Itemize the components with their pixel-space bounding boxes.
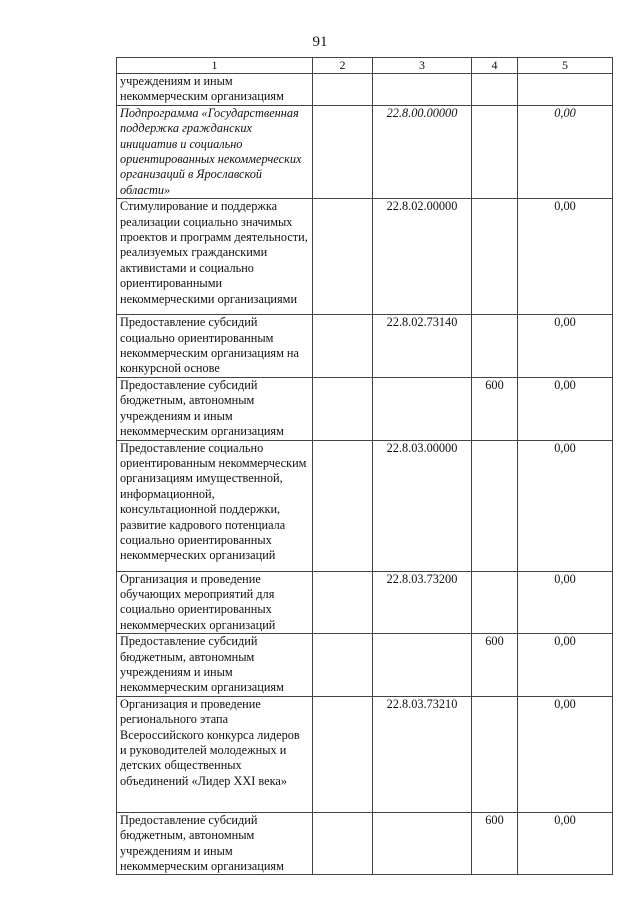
row-code-cell: 22.8.02.00000 bbox=[373, 199, 472, 315]
row-code-cell bbox=[373, 634, 472, 697]
row-sum-cell bbox=[518, 74, 613, 106]
row-sum-cell: 0,00 bbox=[518, 812, 613, 875]
row-sum-cell: 0,00 bbox=[518, 696, 613, 812]
row-sum-cell: 0,00 bbox=[518, 315, 613, 378]
row-code-cell: 22.8.00.00000 bbox=[373, 105, 472, 198]
table-row bbox=[117, 812, 613, 875]
table-row bbox=[117, 696, 613, 812]
header-col-2: 2 bbox=[313, 58, 373, 74]
budget-table bbox=[116, 57, 613, 875]
row-name-cell: Предоставление субсидий бюджетным, автономным учреждениям и иным некоммерческим организациям bbox=[117, 377, 313, 440]
header-col-3: 3 bbox=[373, 58, 472, 74]
row-type-cell bbox=[472, 315, 518, 378]
row-sum-cell: 0,00 bbox=[518, 571, 613, 634]
row-col2-cell bbox=[313, 634, 373, 697]
row-name-cell: учреждениям и иным некоммерческим организациям bbox=[117, 74, 313, 106]
row-name-cell: Подпрограмма «Государственная поддержка гражданских инициатив и социально ориентированных некоммерческих организаций в Ярославской области» bbox=[117, 105, 313, 198]
row-code-cell bbox=[373, 74, 472, 106]
header-col-5: 5 bbox=[518, 58, 613, 74]
table-body bbox=[117, 74, 613, 875]
row-sum-cell: 0,00 bbox=[518, 377, 613, 440]
row-code-cell bbox=[373, 377, 472, 440]
row-col2-cell bbox=[313, 571, 373, 634]
header-col-1: 1 bbox=[117, 58, 313, 74]
row-name-cell: Предоставление субсидий бюджетным, автономным учреждениям и иным некоммерческим организациям bbox=[117, 812, 313, 875]
row-col2-cell bbox=[313, 199, 373, 315]
header-col-4: 4 bbox=[472, 58, 518, 74]
row-type-cell: 600 bbox=[472, 812, 518, 875]
table-row bbox=[117, 74, 613, 106]
row-name-cell: Организация и проведение обучающих мероприятий для социально ориентированных некоммерческих организаций bbox=[117, 571, 313, 634]
row-col2-cell bbox=[313, 315, 373, 378]
table-row bbox=[117, 634, 613, 697]
row-sum-cell: 0,00 bbox=[518, 199, 613, 315]
row-col2-cell bbox=[313, 696, 373, 812]
table-row bbox=[117, 105, 613, 198]
table-row bbox=[117, 199, 613, 315]
row-type-cell bbox=[472, 571, 518, 634]
row-code-cell: 22.8.03.00000 bbox=[373, 440, 472, 571]
header-row bbox=[117, 58, 613, 74]
table-row bbox=[117, 440, 613, 571]
row-type-cell bbox=[472, 696, 518, 812]
row-col2-cell bbox=[313, 812, 373, 875]
row-col2-cell bbox=[313, 105, 373, 198]
page-number: 91 bbox=[312, 34, 328, 50]
row-type-cell bbox=[472, 199, 518, 315]
row-type-cell: 600 bbox=[472, 634, 518, 697]
row-sum-cell: 0,00 bbox=[518, 634, 613, 697]
row-code-cell: 22.8.02.73140 bbox=[373, 315, 472, 378]
row-name-cell: Предоставление субсидий бюджетным, автономным учреждениям и иным некоммерческим организациям bbox=[117, 634, 313, 697]
row-col2-cell bbox=[313, 377, 373, 440]
table-row bbox=[117, 315, 613, 378]
row-sum-cell: 0,00 bbox=[518, 440, 613, 571]
table-row bbox=[117, 377, 613, 440]
row-col2-cell bbox=[313, 74, 373, 106]
row-type-cell bbox=[472, 440, 518, 571]
row-col2-cell bbox=[313, 440, 373, 571]
row-code-cell: 22.8.03.73200 bbox=[373, 571, 472, 634]
row-name-cell: Предоставление социально ориентированным некоммерческим организациям имущественной, информационной, консультационной поддержки, развитие кадрового потенциала социально ориентированных некоммерческих организаций bbox=[117, 440, 313, 571]
row-type-cell bbox=[472, 105, 518, 198]
table-row bbox=[117, 571, 613, 634]
row-sum-cell: 0,00 bbox=[518, 105, 613, 198]
row-code-cell bbox=[373, 812, 472, 875]
row-name-cell: Стимулирование и поддержка реализации социально значимых проектов и программ деятельности, реализуемых гражданскими активистами и социально ориентированными некоммерческими организациями bbox=[117, 199, 313, 315]
row-type-cell bbox=[472, 74, 518, 106]
row-name-cell: Организация и проведение регионального этапа Всероссийского конкурса лидеров и руководителей молодежных и детских общественных объединений «Лидер XXI века» bbox=[117, 696, 313, 812]
row-code-cell: 22.8.03.73210 bbox=[373, 696, 472, 812]
row-type-cell: 600 bbox=[472, 377, 518, 440]
row-name-cell: Предоставление субсидий социально ориентированным некоммерческим организациям на конкурсной основе bbox=[117, 315, 313, 378]
